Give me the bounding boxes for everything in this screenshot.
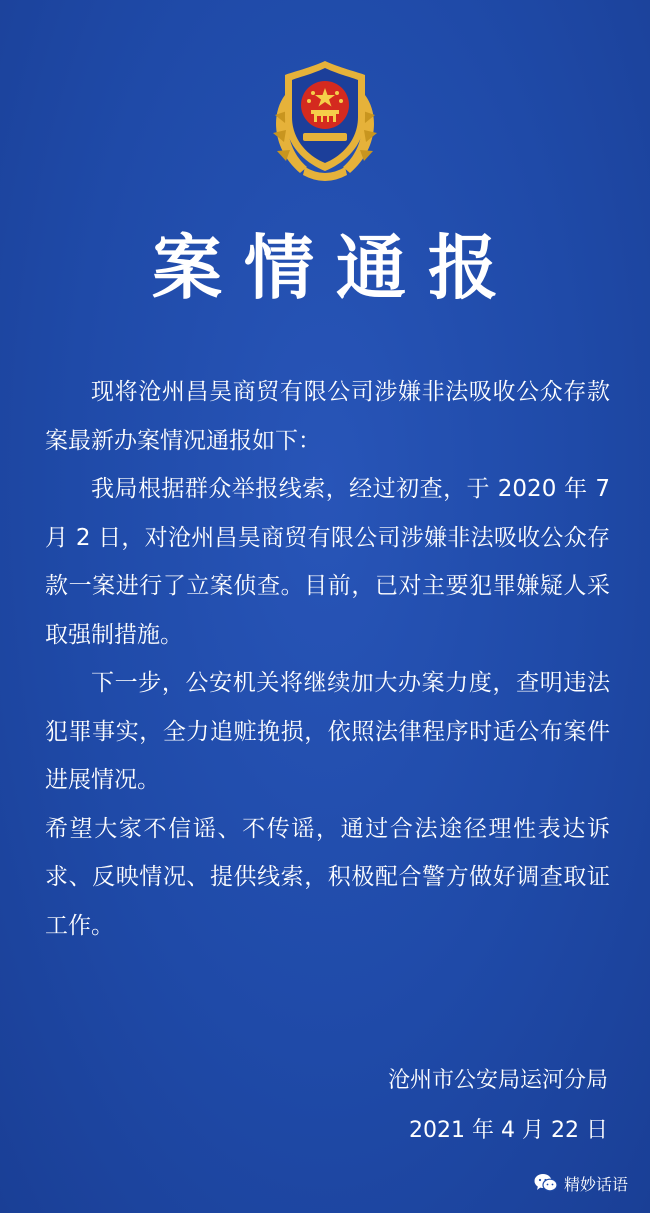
watermark-label: 精妙话语	[563, 1174, 628, 1194]
police-emblem-icon	[265, 55, 385, 190]
wechat-icon	[534, 1173, 558, 1193]
watermark	[534, 1170, 628, 1196]
paragraph-case-filed: 我局根据群众举报线索，经过初查，于 2020 年 7 月 2 日，对沧州昌昊商贸有限公司涉嫌非法吸收公众存款一案进行了立案侦查。目前，已对主要犯罪嫌疑人采取强制措施。	[45, 476, 610, 648]
notice-body	[45, 368, 610, 950]
signature-block	[330, 1056, 608, 1156]
paragraph-appeal: 希望大家不信谣、不传谣，通过合法途径理性表达诉求、反映情况、提供线索，积极配合警方做好调查取证工作。	[45, 815, 610, 939]
paragraph-intro: 现将沧州昌昊商贸有限公司涉嫌非法吸收公众存款案最新办案情况通报如下：	[45, 379, 610, 454]
page-title: 案情通报	[152, 227, 520, 309]
issue-date: 2021 年 4 月 22 日	[409, 1118, 608, 1143]
issuer-name: 沧州市公安局运河分局	[387, 1068, 608, 1093]
paragraph-next-step: 下一步，公安机关将继续加大办案力度，查明违法犯罪事实，全力追赃挽损，依照法律程序时适公布案件进展情况。	[45, 670, 610, 793]
